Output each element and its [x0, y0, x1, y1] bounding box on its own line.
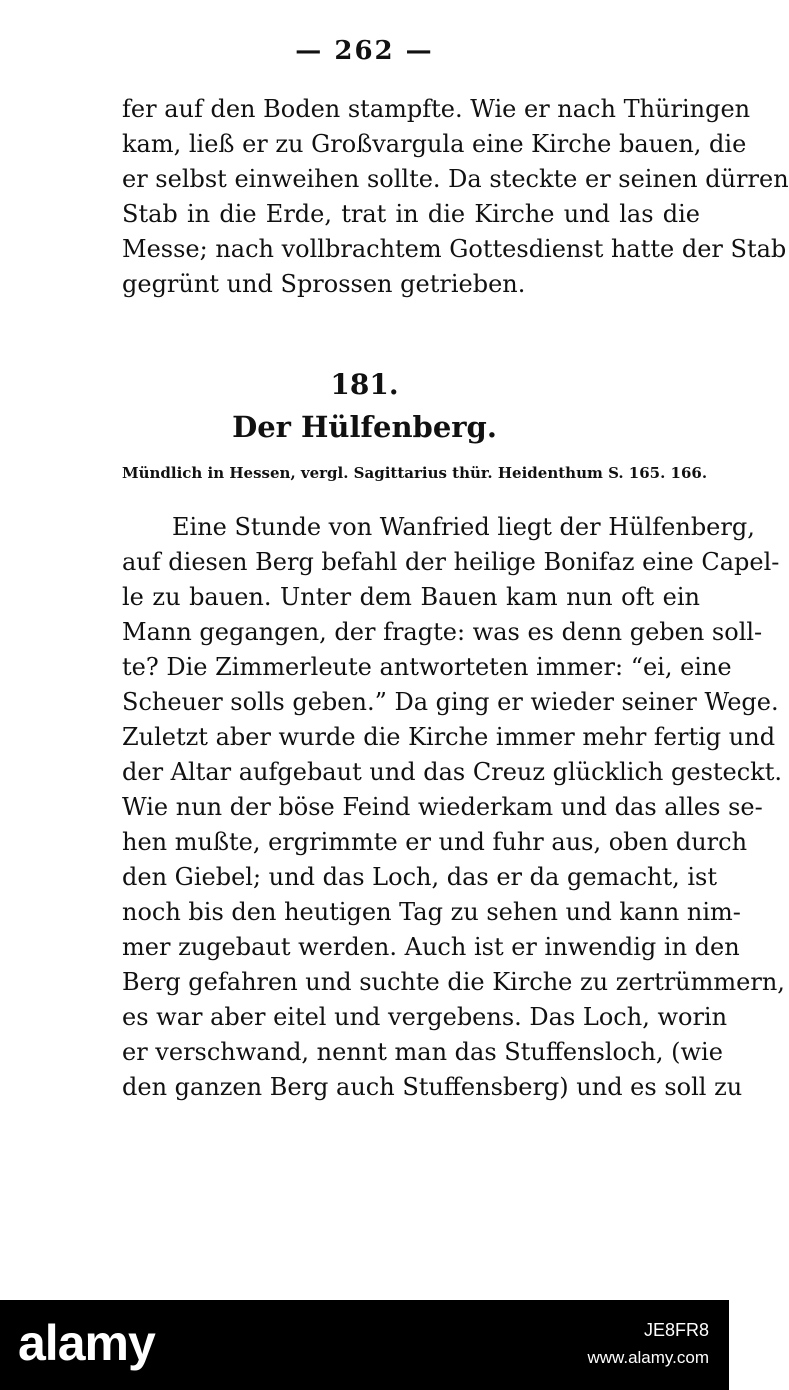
page-number: — 262 —: [295, 36, 434, 66]
watermark-footer: [0, 1300, 729, 1390]
main-paragraph: [122, 510, 785, 1105]
text-line: Stab in die Erde, trat in die Kirche und las die: [122, 200, 700, 228]
text-line: den ganzen Berg auch Stuffensberg) und es soll zu: [122, 1073, 743, 1101]
footer-url: www.alamy.com: [587, 1348, 709, 1367]
top-paragraph: [122, 92, 789, 302]
text-line: es war aber eitel und vergebens. Das Loch, worin: [122, 1003, 728, 1031]
text-line: le zu bauen. Unter dem Bauen kam nun oft ein: [122, 583, 700, 611]
text-line: Berg gefahren und suchte die Kirche zu zertrümmern,: [122, 968, 785, 996]
alamy-logo: alamy: [18, 1315, 155, 1371]
text-line: den Giebel; und das Loch, das er da gemacht, ist: [122, 863, 718, 891]
text-line: Messe; nach vollbrachtem Gottesdienst hatte der Stab: [122, 235, 787, 263]
text-line: Zuletzt aber wurde die Kirche immer mehr fertig und: [122, 723, 776, 751]
text-line: gegrünt und Sprossen getrieben.: [122, 270, 526, 298]
text-line: te? Die Zimmerleute antworteten immer: “ei, eine: [122, 653, 732, 681]
section-title: Der Hülfenberg.: [232, 410, 497, 444]
text-line: fer auf den Boden stampfte. Wie er nach Thüringen: [122, 95, 751, 123]
text-line: mer zugebaut werden. Auch ist er inwendig in den: [122, 933, 740, 961]
text-line: auf diesen Berg befahl der heilige Bonifaz eine Capel-: [122, 548, 780, 576]
text-line: er selbst einweihen sollte. Da steckte er seinen dürren: [122, 165, 789, 193]
section-number: 181.: [330, 368, 399, 401]
text-line: noch bis den heutigen Tag zu sehen und kann nim-: [122, 898, 741, 926]
text-line: Mann gegangen, der fragte: was es denn geben soll-: [122, 618, 763, 646]
text-line: Eine Stunde von Wanfried liegt der Hülfenberg,: [172, 513, 755, 541]
text-line: hen mußte, ergrimmte er und fuhr aus, oben durch: [122, 828, 748, 856]
source-note: Mündlich in Hessen, vergl. Sagittarius thür. Heidenthum S. 165. 166.: [122, 464, 708, 482]
text-line: Wie nun der böse Feind wiederkam und das alles se-: [122, 793, 763, 821]
text-line: er verschwand, nennt man das Stuffensloch, (wie: [122, 1038, 723, 1066]
image-id: JE8FR8: [643, 1320, 709, 1340]
text-line: Scheuer solls geben.” Da ging er wieder seiner Wege.: [122, 688, 779, 716]
text-line: kam, ließ er zu Großvargula eine Kirche bauen, die: [122, 130, 747, 158]
text-line: der Altar aufgebaut und das Creuz glücklich gesteckt.: [122, 758, 782, 786]
